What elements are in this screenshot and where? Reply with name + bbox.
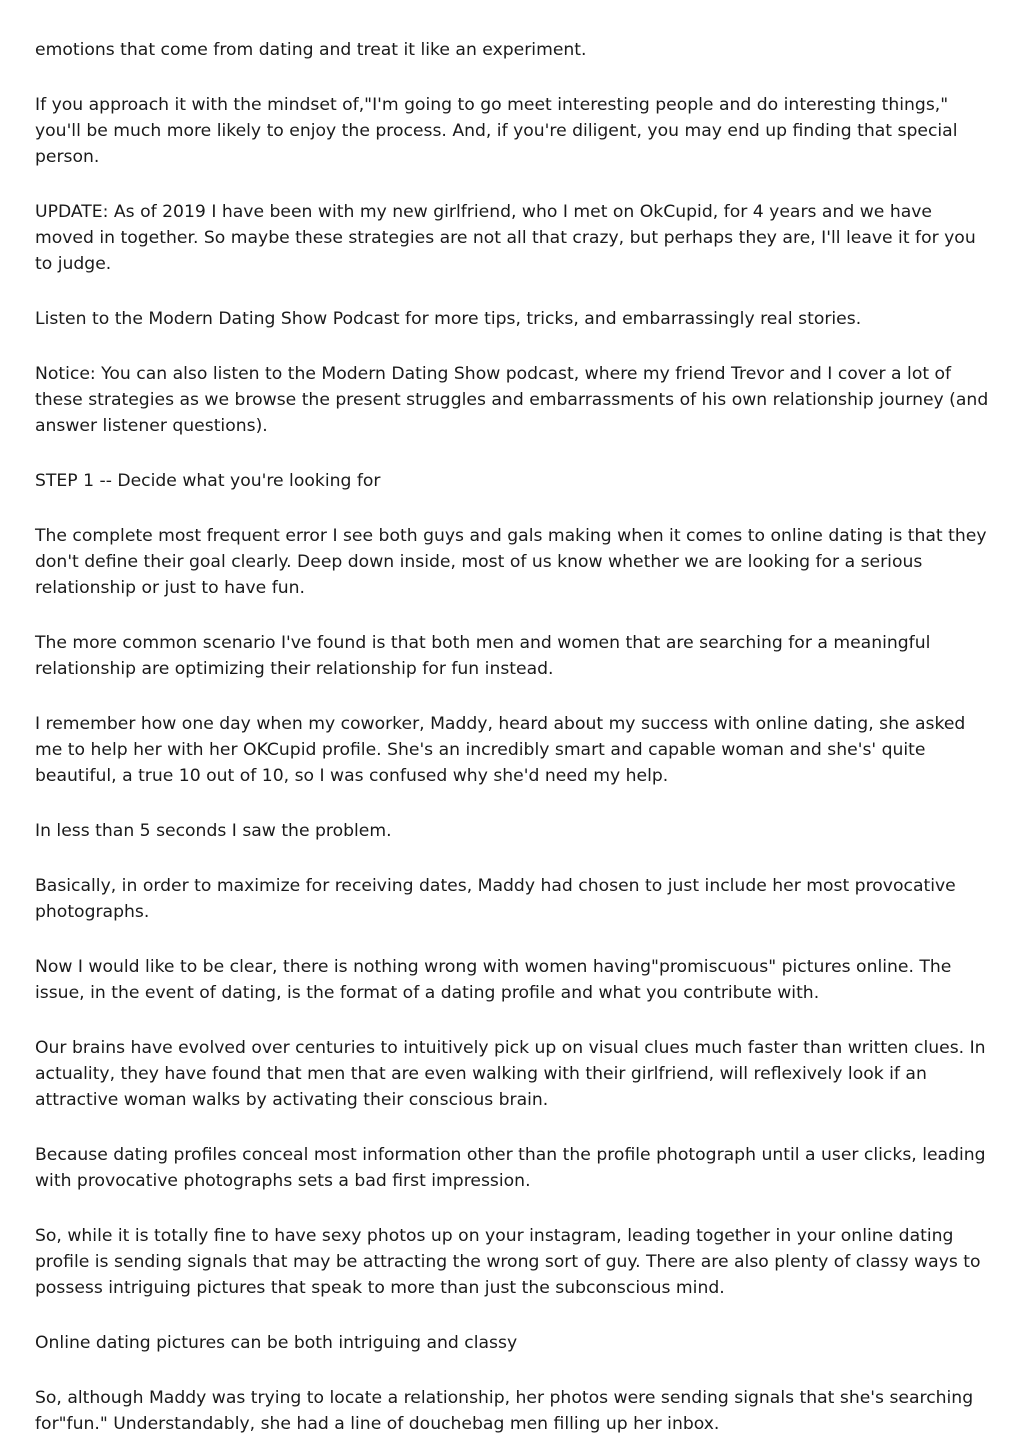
paragraph-notice: Notice: You can also listen to the Modern Dating Show podcast, where my friend Trevor and I cover a lot of these strategies as we browse the present struggles and embarrassments of his own relationship journey (and answer listener questions). (35, 364, 989, 436)
paragraph-brains-evolved: Our brains have evolved over centuries to intuitively pick up on visual clues much faster than written clues. In actuality, they have found that men that are even walking with their girlfriend, will reflexively look if an attractive woman walks by activating their conscious brain. (35, 1038, 986, 1110)
paragraph-be-clear: Now I would like to be clear, there is nothing wrong with women having"promiscuous" pictures online. The issue, in the event of dating, is the format of a dating profile and what you contribute with. (35, 957, 952, 1003)
section-heading-step-1: STEP 1 -- Decide what you're looking for (35, 471, 381, 491)
paragraph-saw-problem: In less than 5 seconds I saw the problem. (35, 821, 392, 841)
paragraph-podcast-promo: Listen to the Modern Dating Show Podcast for more tips, tricks, and embarrassingly real stories. (35, 309, 862, 329)
paragraph-common-error: The complete most frequent error I see both guys and gals making when it comes to online dating is that they don't define their goal clearly. Deep down inside, most of us know whether we are looking for a serious relationship or just to have fun. (35, 526, 987, 598)
paragraph-mindset: If you approach it with the mindset of,"I'm going to go meet interesting people and do interesting things," you'll be much more likely to enjoy the process. And, if you're diligent, you may end up finding that special person. (35, 95, 958, 167)
paragraph-profiles-conceal: Because dating profiles conceal most information other than the profile photograph until a user clicks, leading with provocative photographs sets a bad first impression. (35, 1145, 986, 1191)
paragraph-provocative-photos: Basically, in order to maximize for receiving dates, Maddy had chosen to just include her most provocative photographs. (35, 876, 956, 922)
paragraph-intriguing-classy: Online dating pictures can be both intriguing and classy (35, 1333, 518, 1353)
paragraph-maddy-story: I remember how one day when my coworker, Maddy, heard about my success with online dating, she asked me to help her with her OKCupid profile. She's an incredibly smart and capable woman and she's' quite beautiful, a true 10 out of 10, so I was confused why she'd need my help. (35, 714, 966, 786)
paragraph-sexy-photos: So, while it is totally fine to have sexy photos up on your instagram, leading together in your online dating profile is sending signals that may be attracting the wrong sort of guy. There are also plenty of classy ways to possess intriguing pictures that speak to more than just the subconscious mind. (35, 1226, 981, 1298)
paragraph-common-scenario: The more common scenario I've found is that both men and women that are searching for a meaningful relationship are optimizing their relationship for fun instead. (35, 633, 931, 679)
paragraph-maddy-signals: So, although Maddy was trying to locate a relationship, her photos were sending signals that she's searching for"fun." Understandably, she had a line of douchebag men filling up her inbox. (35, 1388, 974, 1434)
paragraph-update: UPDATE: As of 2019 I have been with my new girlfriend, who I met on OkCupid, for 4 years and we have moved in together. So maybe these strategies are not all that crazy, but perhaps they are, I'll leave it for you to judge. (35, 202, 976, 274)
paragraph-intro-continuation: emotions that come from dating and treat it like an experiment. (35, 40, 587, 60)
